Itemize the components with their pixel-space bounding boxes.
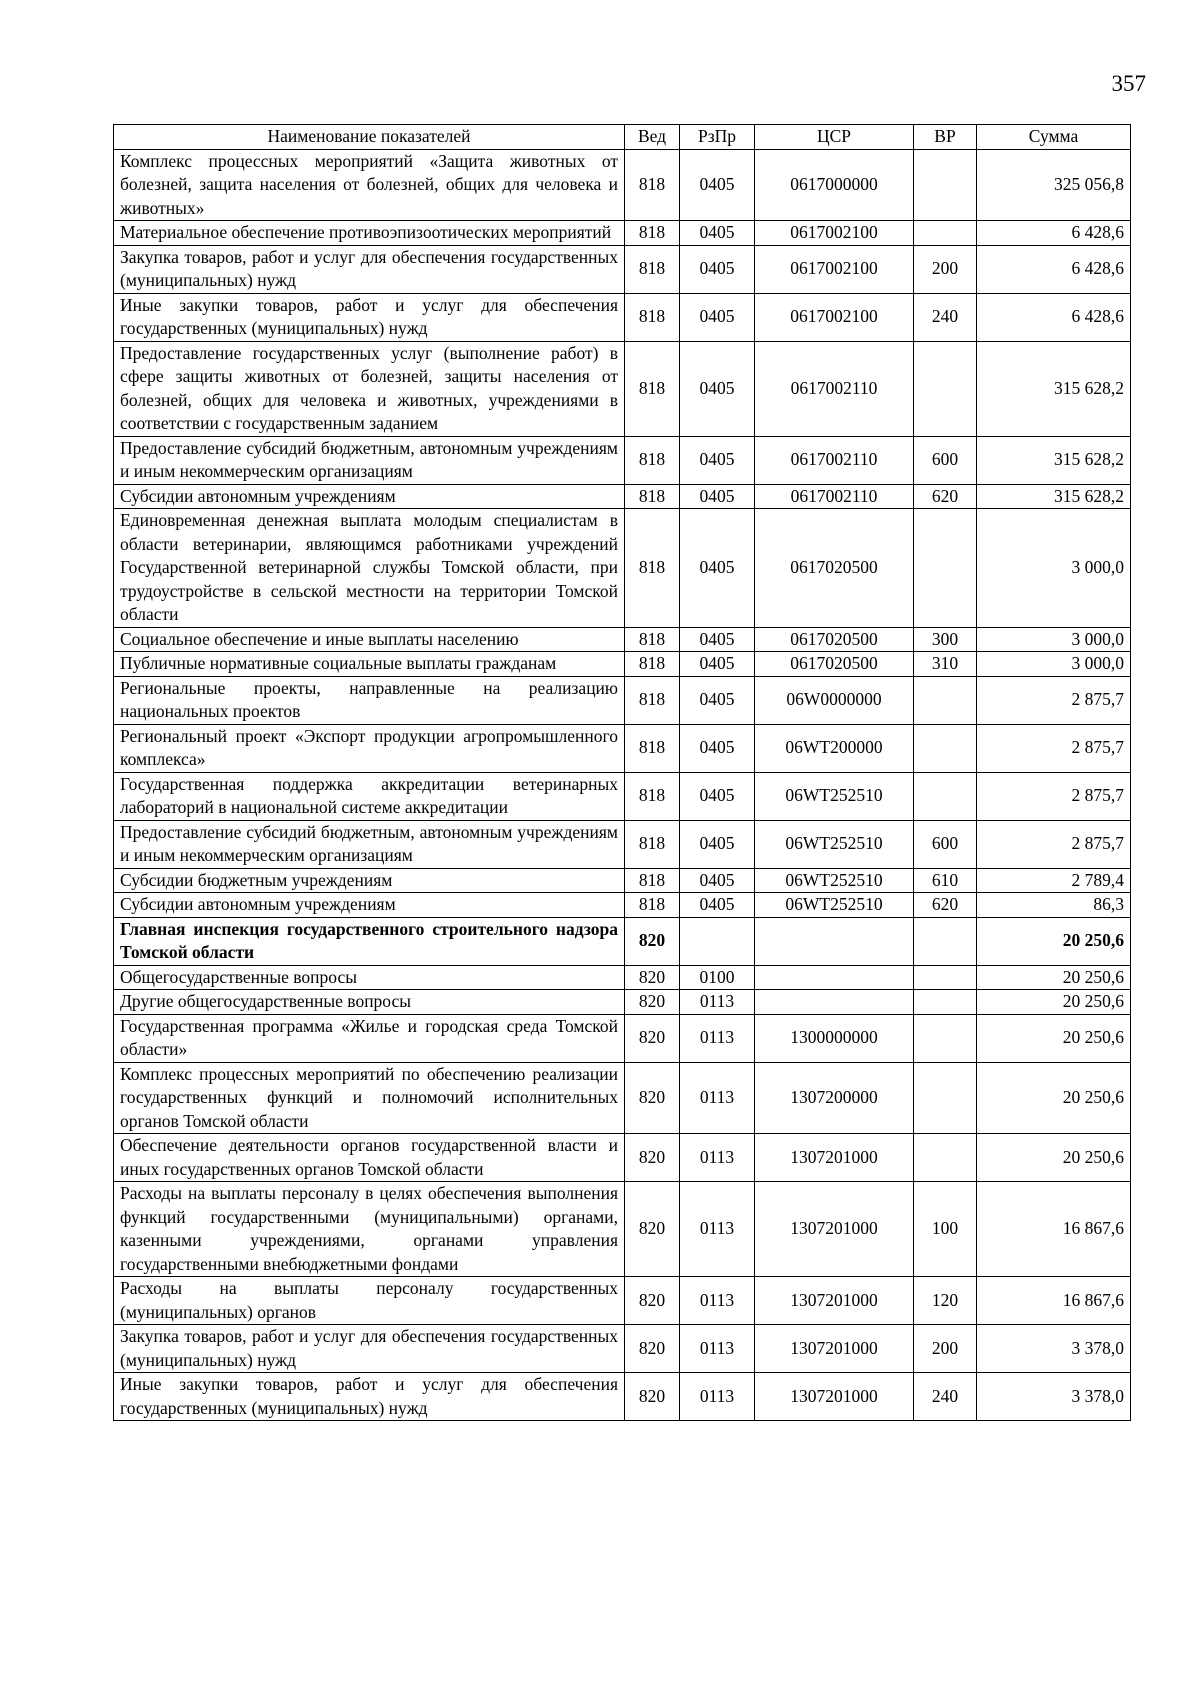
cell-name: Иные закупки товаров, работ и услуг для обеспечения государственных (муниципальных) нужд (114, 1373, 625, 1421)
cell-ved: 818 (625, 676, 680, 724)
cell-vr (914, 149, 977, 221)
cell-ved: 820 (625, 1277, 680, 1325)
cell-name: Субсидии автономным учреждениям (114, 484, 625, 509)
table-row (114, 509, 1131, 628)
cell-rzpr: 0405 (680, 868, 755, 893)
cell-vr: 100 (914, 1182, 977, 1277)
table-row (114, 627, 1131, 652)
table-row (114, 436, 1131, 484)
cell-sum: 3 000,0 (977, 627, 1131, 652)
cell-ved: 818 (625, 820, 680, 868)
cell-csr (755, 990, 914, 1015)
cell-vr (914, 1134, 977, 1182)
cell-ved: 820 (625, 1062, 680, 1134)
cell-ved: 820 (625, 917, 680, 965)
cell-name: Расходы на выплаты персоналу государственных (муниципальных) органов (114, 1277, 625, 1325)
cell-rzpr: 0405 (680, 652, 755, 677)
cell-rzpr: 0405 (680, 627, 755, 652)
cell-ved: 820 (625, 1134, 680, 1182)
table-row (114, 1062, 1131, 1134)
cell-csr: 0617002110 (755, 484, 914, 509)
cell-name: Комплекс процессных мероприятий «Защита животных от болезней, защита населения от болезней, общих для человека и животных» (114, 149, 625, 221)
cell-rzpr: 0113 (680, 1277, 755, 1325)
cell-name: Закупка товаров, работ и услуг для обеспечения государственных (муниципальных) нужд (114, 1325, 625, 1373)
cell-ved: 818 (625, 341, 680, 436)
cell-sum: 2 875,7 (977, 820, 1131, 868)
table-row (114, 1182, 1131, 1277)
cell-sum: 86,3 (977, 893, 1131, 918)
cell-rzpr: 0405 (680, 436, 755, 484)
cell-sum: 315 628,2 (977, 484, 1131, 509)
table-row (114, 221, 1131, 246)
cell-ved: 820 (625, 965, 680, 990)
cell-name: Субсидии бюджетным учреждениям (114, 868, 625, 893)
cell-sum: 2 875,7 (977, 724, 1131, 772)
cell-ved: 818 (625, 436, 680, 484)
cell-name: Иные закупки товаров, работ и услуг для обеспечения государственных (муниципальных) нужд (114, 293, 625, 341)
cell-sum: 16 867,6 (977, 1182, 1131, 1277)
table-row (114, 484, 1131, 509)
cell-rzpr: 0405 (680, 724, 755, 772)
cell-name: Обеспечение деятельности органов государственной власти и иных государственных органов Томской области (114, 1134, 625, 1182)
cell-rzpr: 0405 (680, 149, 755, 221)
cell-rzpr (680, 917, 755, 965)
cell-name: Государственная программа «Жилье и городская среда Томской области» (114, 1014, 625, 1062)
cell-csr: 06WT252510 (755, 772, 914, 820)
budget-table (113, 124, 1131, 1421)
header-name: Наименование показателей (114, 125, 625, 150)
cell-ved: 818 (625, 724, 680, 772)
cell-ved: 820 (625, 1182, 680, 1277)
cell-name: Публичные нормативные социальные выплаты гражданам (114, 652, 625, 677)
cell-rzpr: 0405 (680, 221, 755, 246)
cell-vr (914, 221, 977, 246)
cell-csr (755, 917, 914, 965)
cell-vr (914, 509, 977, 628)
table-row (114, 245, 1131, 293)
table-row (114, 724, 1131, 772)
cell-rzpr: 0405 (680, 676, 755, 724)
cell-csr: 1307201000 (755, 1325, 914, 1373)
cell-sum: 3 000,0 (977, 509, 1131, 628)
cell-sum: 16 867,6 (977, 1277, 1131, 1325)
table-row (114, 341, 1131, 436)
cell-vr: 600 (914, 820, 977, 868)
cell-vr: 300 (914, 627, 977, 652)
cell-rzpr: 0113 (680, 1062, 755, 1134)
cell-csr: 06WT252510 (755, 820, 914, 868)
cell-ved: 818 (625, 149, 680, 221)
cell-sum: 325 056,8 (977, 149, 1131, 221)
cell-rzpr: 0405 (680, 341, 755, 436)
cell-rzpr: 0405 (680, 509, 755, 628)
cell-vr (914, 965, 977, 990)
cell-ved: 818 (625, 627, 680, 652)
page-number: 357 (1111, 71, 1146, 96)
header-sum: Сумма (977, 125, 1131, 150)
cell-vr (914, 724, 977, 772)
cell-name: Предоставление государственных услуг (выполнение работ) в сфере защиты животных от болезней, защиты населения от болезней, общих для человека и животных, учреждениями в соответствии с государственным заданием (114, 341, 625, 436)
cell-csr: 0617020500 (755, 627, 914, 652)
table-row (114, 772, 1131, 820)
cell-ved: 818 (625, 484, 680, 509)
cell-vr: 310 (914, 652, 977, 677)
cell-ved: 818 (625, 893, 680, 918)
table-row (114, 652, 1131, 677)
cell-name: Материальное обеспечение противоэпизоотических мероприятий (114, 221, 625, 246)
cell-rzpr: 0405 (680, 484, 755, 509)
cell-vr: 620 (914, 484, 977, 509)
cell-rzpr: 0405 (680, 893, 755, 918)
cell-csr: 1307201000 (755, 1373, 914, 1421)
cell-csr: 0617002100 (755, 293, 914, 341)
cell-name: Расходы на выплаты персоналу в целях обеспечения выполнения функций государственными (муниципальными) органами, казенными учреждениями, органами управления государственными внебюджетными фондами (114, 1182, 625, 1277)
cell-csr: 06WT252510 (755, 868, 914, 893)
cell-vr: 120 (914, 1277, 977, 1325)
cell-ved: 818 (625, 221, 680, 246)
cell-name: Другие общегосударственные вопросы (114, 990, 625, 1015)
cell-csr: 06WT200000 (755, 724, 914, 772)
cell-sum: 6 428,6 (977, 221, 1131, 246)
cell-name: Главная инспекция государственного строительного надзора Томской области (114, 917, 625, 965)
cell-vr (914, 917, 977, 965)
cell-sum: 3 378,0 (977, 1373, 1131, 1421)
cell-sum: 3 378,0 (977, 1325, 1131, 1373)
cell-csr: 1307201000 (755, 1277, 914, 1325)
cell-rzpr: 0113 (680, 1014, 755, 1062)
cell-name: Предоставление субсидий бюджетным, автономным учреждениям и иным некоммерческим организациям (114, 436, 625, 484)
header-ved: Вед (625, 125, 680, 150)
cell-sum: 20 250,6 (977, 917, 1131, 965)
cell-ved: 818 (625, 772, 680, 820)
cell-csr: 1307201000 (755, 1182, 914, 1277)
cell-rzpr: 0405 (680, 772, 755, 820)
cell-sum: 20 250,6 (977, 965, 1131, 990)
cell-ved: 820 (625, 1014, 680, 1062)
table-row (114, 893, 1131, 918)
cell-name: Региональный проект «Экспорт продукции агропромышленного комплекса» (114, 724, 625, 772)
cell-vr: 200 (914, 1325, 977, 1373)
cell-sum: 3 000,0 (977, 652, 1131, 677)
cell-name: Закупка товаров, работ и услуг для обеспечения государственных (муниципальных) нужд (114, 245, 625, 293)
cell-sum: 315 628,2 (977, 341, 1131, 436)
table-row (114, 868, 1131, 893)
cell-csr: 0617002110 (755, 341, 914, 436)
cell-name: Предоставление субсидий бюджетным, автономным учреждениям и иным некоммерческим организациям (114, 820, 625, 868)
cell-ved: 818 (625, 868, 680, 893)
table-row (114, 1325, 1131, 1373)
cell-sum: 6 428,6 (977, 293, 1131, 341)
cell-sum: 315 628,2 (977, 436, 1131, 484)
cell-csr: 1307200000 (755, 1062, 914, 1134)
cell-name: Региональные проекты, направленные на реализацию национальных проектов (114, 676, 625, 724)
cell-ved: 818 (625, 245, 680, 293)
table-row (114, 1373, 1131, 1421)
cell-ved: 820 (625, 1373, 680, 1421)
cell-vr (914, 341, 977, 436)
cell-vr: 200 (914, 245, 977, 293)
cell-vr: 240 (914, 293, 977, 341)
cell-rzpr: 0113 (680, 1325, 755, 1373)
cell-rzpr: 0113 (680, 1182, 755, 1277)
cell-csr: 0617020500 (755, 509, 914, 628)
table-body (114, 149, 1131, 1421)
cell-rzpr: 0405 (680, 245, 755, 293)
cell-csr: 06W0000000 (755, 676, 914, 724)
cell-vr (914, 772, 977, 820)
cell-ved: 818 (625, 652, 680, 677)
cell-ved: 820 (625, 990, 680, 1015)
table-row (114, 820, 1131, 868)
cell-sum: 6 428,6 (977, 245, 1131, 293)
cell-csr: 1307201000 (755, 1134, 914, 1182)
table-row (114, 1134, 1131, 1182)
cell-vr (914, 990, 977, 1015)
cell-csr: 0617002100 (755, 245, 914, 293)
cell-ved: 818 (625, 293, 680, 341)
cell-name: Общегосударственные вопросы (114, 965, 625, 990)
cell-rzpr: 0113 (680, 990, 755, 1015)
cell-csr: 0617000000 (755, 149, 914, 221)
cell-ved: 818 (625, 509, 680, 628)
header-csr: ЦСР (755, 125, 914, 150)
header-rzpr: РзПр (680, 125, 755, 150)
table-row (114, 149, 1131, 221)
cell-rzpr: 0405 (680, 820, 755, 868)
table-row (114, 1277, 1131, 1325)
cell-rzpr: 0113 (680, 1134, 755, 1182)
cell-sum: 2 789,4 (977, 868, 1131, 893)
cell-ved: 820 (625, 1325, 680, 1373)
cell-csr: 1300000000 (755, 1014, 914, 1062)
cell-vr (914, 1014, 977, 1062)
cell-vr: 240 (914, 1373, 977, 1421)
cell-csr: 06WT252510 (755, 893, 914, 918)
table-row (114, 293, 1131, 341)
cell-name: Государственная поддержка аккредитации ветеринарных лабораторий в национальной системе аккредитации (114, 772, 625, 820)
cell-rzpr: 0405 (680, 293, 755, 341)
cell-csr: 0617002100 (755, 221, 914, 246)
table-row (114, 1014, 1131, 1062)
cell-sum: 2 875,7 (977, 676, 1131, 724)
cell-name: Комплекс процессных мероприятий по обеспечению реализации государственных функций и полномочий исполнительных органов Томской области (114, 1062, 625, 1134)
cell-vr (914, 676, 977, 724)
table-row (114, 990, 1131, 1015)
cell-csr: 0617020500 (755, 652, 914, 677)
header-vr: ВР (914, 125, 977, 150)
cell-rzpr: 0113 (680, 1373, 755, 1421)
cell-sum: 20 250,6 (977, 1134, 1131, 1182)
cell-sum: 20 250,6 (977, 1062, 1131, 1134)
cell-name: Социальное обеспечение и иные выплаты населению (114, 627, 625, 652)
table-row (114, 965, 1131, 990)
cell-csr: 0617002110 (755, 436, 914, 484)
cell-name: Субсидии автономным учреждениям (114, 893, 625, 918)
cell-vr (914, 1062, 977, 1134)
cell-vr: 620 (914, 893, 977, 918)
table-header-row (114, 125, 1131, 150)
cell-csr (755, 965, 914, 990)
table-row (114, 676, 1131, 724)
table-row (114, 917, 1131, 965)
cell-sum: 2 875,7 (977, 772, 1131, 820)
cell-vr: 600 (914, 436, 977, 484)
cell-vr: 610 (914, 868, 977, 893)
cell-sum: 20 250,6 (977, 990, 1131, 1015)
cell-rzpr: 0100 (680, 965, 755, 990)
cell-name: Единовременная денежная выплата молодым специалистам в области ветеринарии, являющимся работниками учреждений Государственной ветеринарной службы Томской области, при трудоустройстве в сельской местности на территории Томской области (114, 509, 625, 628)
cell-sum: 20 250,6 (977, 1014, 1131, 1062)
